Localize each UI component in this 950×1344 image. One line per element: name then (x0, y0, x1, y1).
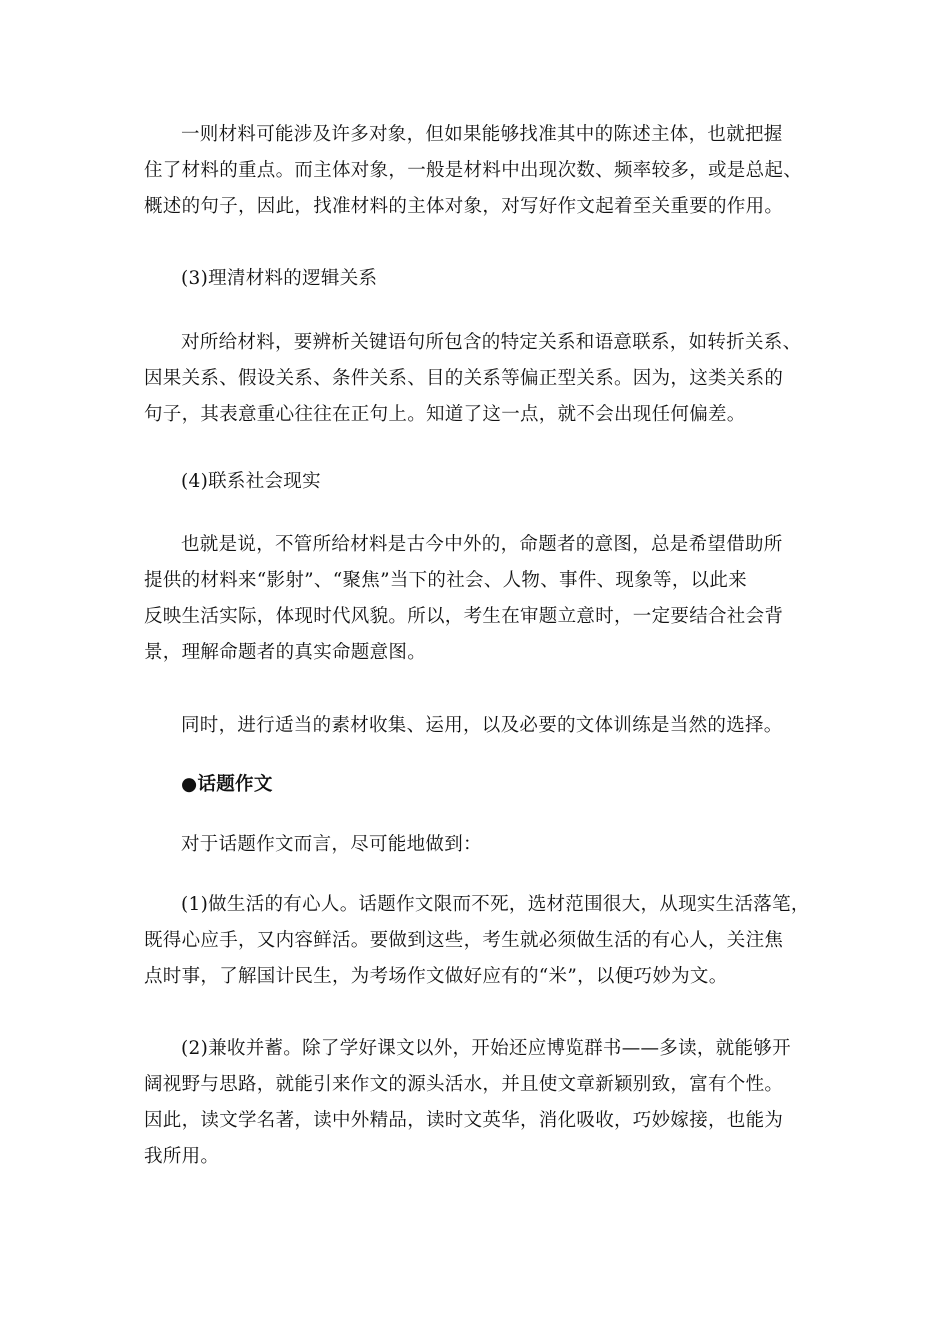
text-line: 住了材料的重点。而主体对象，一般是材料中出现次数、频率较多，或是总起、 (144, 160, 803, 181)
text-line: 句子，其表意重心往往在正句上。知道了这一点，就不会出现任何偏差。 (144, 404, 746, 425)
paragraph-subject-focus (144, 117, 814, 225)
subheading-social-reality (144, 464, 814, 500)
text-line: 因果关系、假设关系、条件关系、目的关系等偏正型关系。因为，这类关系的 (144, 368, 784, 389)
text-line: 概述的句子，因此，找准材料的主体对象，对写好作文起着至关重要的作用。 (144, 196, 784, 217)
paragraph-attentive-to-life (144, 887, 814, 995)
text-line: (2)兼收并蓄。除了学好课文以外，开始还应博览群书——多读，就能够开 (181, 1038, 791, 1059)
text-line: 一则材料可能涉及许多对象，但如果能够找准其中的陈述主体，也就把握 (181, 124, 783, 145)
text-line: 因此，读文学名著，读中外精品，读时文英华，消化吸收，巧妙嫁接，也能为 (144, 1110, 784, 1131)
text-line: (1)做生活的有心人。话题作文限而不死，选材范围很大，从现实生活落笔， (181, 894, 810, 915)
paragraph-topic-essay-intro (144, 827, 814, 863)
subheading-logic-relations (144, 261, 814, 297)
text-line: 点时事，了解国计民生，为考场作文做好应有的“米”，以便巧妙为文。 (144, 966, 728, 987)
text-line: 对于话题作文而言，尽可能地做到： (181, 834, 482, 855)
paragraph-logic-relations (144, 325, 814, 433)
text-line: 景，理解命题者的真实命题意图。 (144, 642, 427, 663)
text-line: 既得心应手，又内容鲜活。要做到这些，考生就必须做生活的有心人，关注焦 (144, 930, 784, 951)
text-line: (4)联系社会现实 (181, 471, 321, 492)
text-line: 也就是说，不管所给材料是古今中外的，命题者的意图，总是希望借助所 (181, 534, 783, 555)
paragraph-broad-reading (144, 1031, 814, 1175)
text-line: (3)理清材料的逻辑关系 (181, 268, 378, 289)
text-line: ●话题作文 (181, 774, 273, 795)
text-line: 阔视野与思路，就能引来作文的源头活水，并且使文章新颖别致，富有个性。 (144, 1074, 784, 1095)
text-line: 提供的材料来“影射”、“聚焦”当下的社会、人物、事件、现象等，以此来 (144, 570, 748, 591)
text-line: 反映生活实际，体现时代风貌。所以，考生在审题立意时，一定要结合社会背 (144, 606, 784, 627)
section-heading-topic-essay (144, 767, 814, 803)
text-line: 我所用。 (144, 1146, 220, 1167)
text-line: 同时，进行适当的素材收集、运用，以及必要的文体训练是当然的选择。 (181, 715, 783, 736)
paragraph-social-reality (144, 527, 814, 671)
text-line: 对所给材料，要辨析关键语句所包含的特定关系和语意联系，如转折关系、 (181, 332, 802, 353)
paragraph-material-collection (144, 708, 814, 744)
